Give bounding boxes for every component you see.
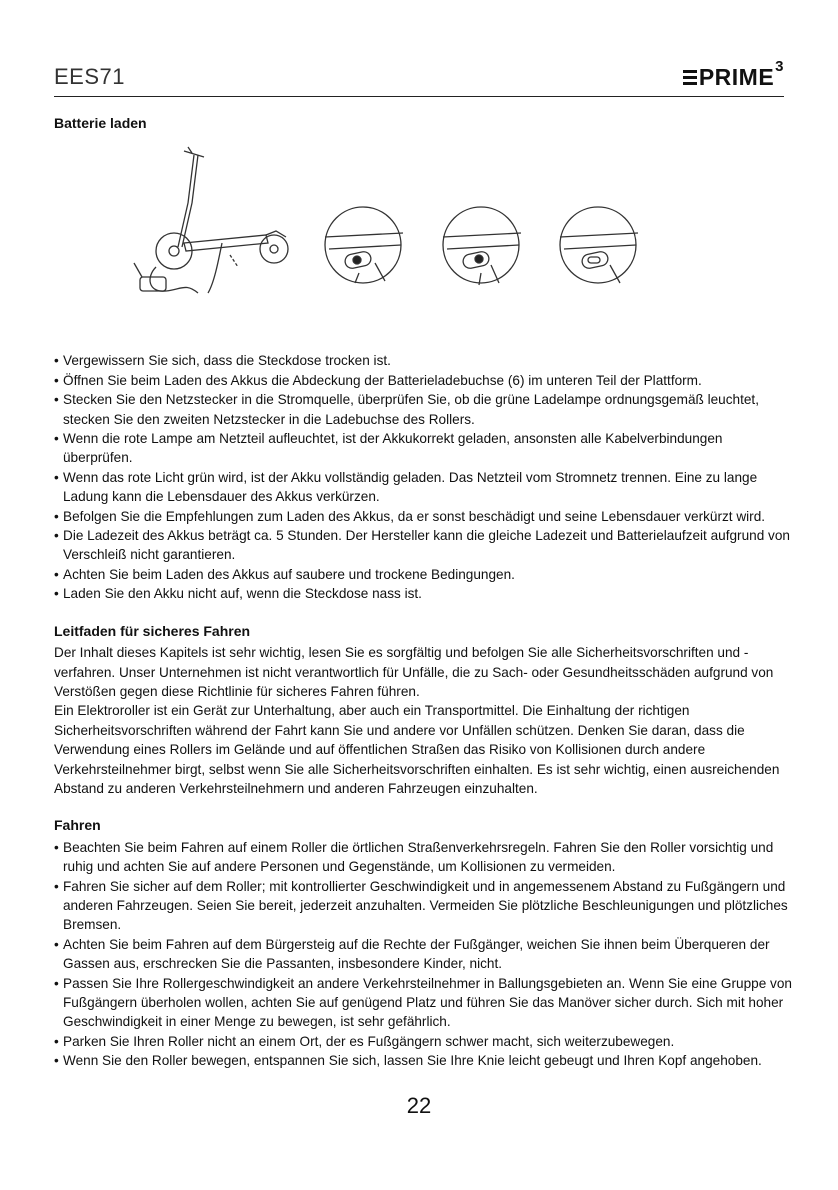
list-item: • Wenn Sie den Roller bewegen, entspannen Sie sich, lassen Sie Ihre Knie leicht gebeugt und Ihren Kopf angehoben. xyxy=(54,1051,794,1070)
list-item: • Beachten Sie beim Fahren auf einem Roller die örtlichen Straßenverkehrsregeln. Fahren Sie den Roller vorsichtig und ruhig und achten Sie auf andere Personen und Gegenstände, um Kollisionen zu vermeiden. xyxy=(54,838,794,877)
brand-bars-icon xyxy=(683,70,697,88)
charging-illustration xyxy=(54,139,794,339)
safety-paragraph-2: Ein Elektroroller ist ein Gerät zur Unterhaltung, aber auch ein Transportmittel. Die Einhaltung der richtigen Sicherheitsvorschriften während der Fahrt kann Sie und andere vor Unfällen schützen. Denken Sie daran, dass die Verwendung eines Rollers im Gelände und auf öffentlichen Straßen das Risiko von Kollisionen durch andere Verkehrsteilnehmer birgt, selbst wenn Sie alle Sicherheitsvorschriften einhalten. Es ist sehr wichtig, einen ausreichenden Abstand zu anderen Verkehrsteilnehmern und anderen Fahrzeugen einzuhalten. xyxy=(54,703,780,796)
scooter-charging-icon xyxy=(126,143,306,303)
page-number: 22 xyxy=(406,1093,432,1118)
riding-title: Fahren xyxy=(54,817,101,834)
list-item: • Befolgen Sie die Empfehlungen zum Laden des Akkus, da er sonst beschädigt und seine Lebensdauer verkürzt wird. xyxy=(54,507,794,526)
list-item: • Passen Sie Ihre Rollergeschwindigkeit an andere Verkehrsteilnehmer in Ballungsgebieten an. Wenn Sie eine Gruppe von Fußgängern überholen wollen, achten Sie auf genügend Platz und führen Sie das Manöver sicher durch. Sich mit hoher Geschwindigkeit in einer Menge zu bewegen, ist sehr gefährlich. xyxy=(54,974,794,1032)
charging-title: Batterie laden xyxy=(54,115,147,131)
riding-list xyxy=(54,838,794,1071)
model-name: EES71 xyxy=(54,64,125,89)
list-item: • Wenn das rote Licht grün wird, ist der Akku vollständig geladen. Das Netzteil vom Stromnetz trennen. Eine zu lange Ladung kann die Lebensdauer des Akkus verkürzen. xyxy=(54,468,794,507)
page-header xyxy=(54,58,784,97)
page-content xyxy=(54,114,794,1071)
brand-superscript: 3 xyxy=(775,58,784,75)
brand-logo xyxy=(683,58,784,91)
list-item: • Fahren Sie sicher auf dem Roller; mit kontrollierter Geschwindigkeit und in angemessenem Abstand zu Fußgängern und anderen Fahrzeugen. Seien Sie bereit, jederzeit anzuhalten. Vermeiden Sie plötzliche Beschleunigungen und plötzliches Bremsen. xyxy=(54,877,794,935)
list-item: • Öffnen Sie beim Laden des Akkus die Abdeckung der Batterieladebuchse (6) im unteren Teil der Plattform. xyxy=(54,371,794,390)
list-item: • Parken Sie Ihren Roller nicht an einem Ort, der es Fußgängern schwer macht, sich weiterzubewegen. xyxy=(54,1032,794,1051)
riding-section xyxy=(54,816,794,1070)
charging-port-step-2-icon xyxy=(437,203,531,289)
list-item: • Laden Sie den Akku nicht auf, wenn die Steckdose nass ist. xyxy=(54,584,794,603)
list-item: • Stecken Sie den Netzstecker in die Stromquelle, überprüfen Sie, ob die grüne Ladelampe ordnungsgemäß leuchtet, stecken Sie den zweiten Netzstecker in die Ladebuchse des Rollers. xyxy=(54,390,794,429)
list-item: • Vergewissern Sie sich, dass die Steckdose trocken ist. xyxy=(54,351,794,370)
list-item: • Achten Sie beim Fahren auf dem Bürgersteig auf die Rechte der Fußgänger, weichen Sie ihnen beim Überqueren der Gassen aus, erschrecken Sie die Passanten, insbesondere Kinder, nicht. xyxy=(54,935,794,974)
brand-name: PRIME xyxy=(698,64,775,90)
list-item: • Achten Sie beim Laden des Akkus auf saubere und trockene Bedingungen. xyxy=(54,565,794,584)
safety-title: Leitfaden für sicheres Fahren xyxy=(54,622,251,639)
charging-port-step-1-icon xyxy=(319,203,413,289)
list-item: • Die Ladezeit des Akkus beträgt ca. 5 Stunden. Der Hersteller kann die gleiche Ladezeit und Batterielaufzeit aufgrund von Verschleiß nicht garantieren. xyxy=(54,526,794,565)
charging-list xyxy=(54,351,794,603)
list-item: • Wenn die rote Lampe am Netzteil aufleuchtet, ist der Akkukorrekt geladen, ansonsten alle Kabelverbindungen überprüfen. xyxy=(54,429,794,468)
safety-paragraph-1: Der Inhalt dieses Kapitels ist sehr wichtig, lesen Sie es sorgfältig und befolgen Sie alle Sicherheitsvorschriften und -verfahren. Unser Unternehmen ist nicht verantwortlich für Unfälle, die zu Sach- oder Gesundheitsschäden aufgrund von Verstößen gegen diese Richtlinie für sicheres Fahren führen. xyxy=(54,645,774,699)
safety-section xyxy=(54,622,794,799)
charging-port-step-3-icon xyxy=(554,203,648,289)
